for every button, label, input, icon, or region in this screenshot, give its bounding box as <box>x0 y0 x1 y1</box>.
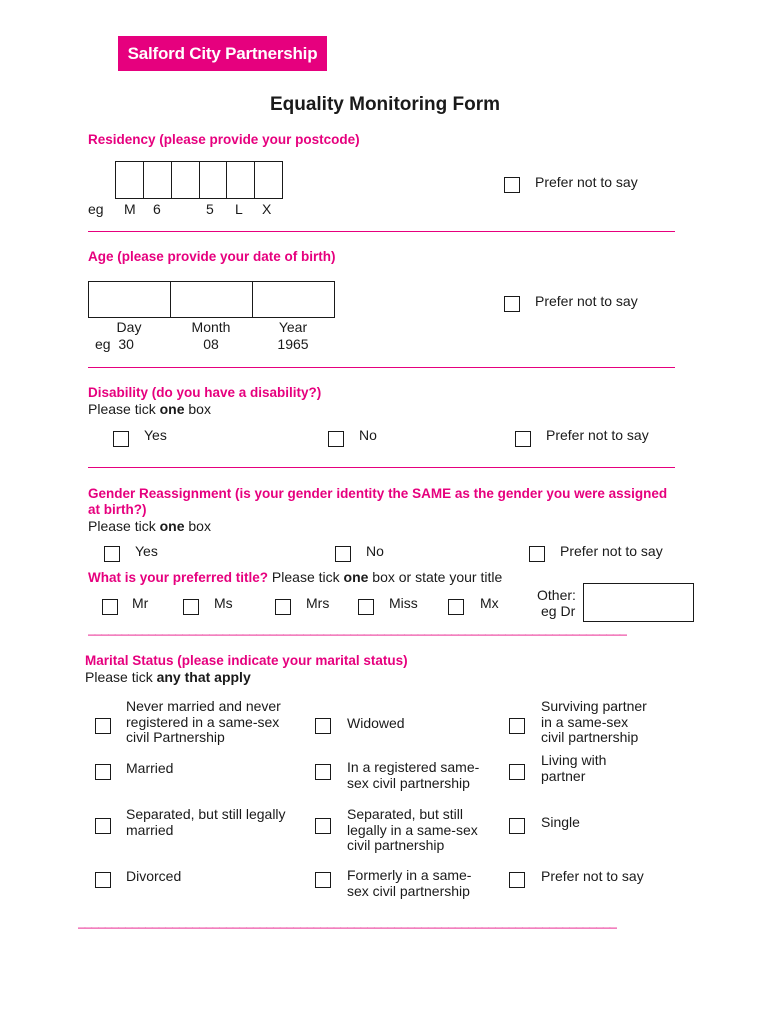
marital-widowed-checkbox[interactable] <box>315 718 331 734</box>
title-mx-checkbox[interactable] <box>448 599 464 615</box>
divider <box>88 231 675 232</box>
month-label: Month <box>191 319 231 335</box>
gender-prefer-label: Prefer not to say <box>560 543 663 559</box>
title-mrs-label: Mrs <box>306 595 330 611</box>
disability-no-checkbox[interactable] <box>328 431 344 447</box>
disability-prefer-label: Prefer not to say <box>546 427 649 443</box>
gender-no-checkbox[interactable] <box>335 546 351 562</box>
marital-never-married-checkbox[interactable] <box>95 718 111 734</box>
title-miss-label: Miss <box>389 595 418 611</box>
title-miss-checkbox[interactable] <box>358 599 374 615</box>
day-label: Day <box>116 319 142 335</box>
marital-surviving-partner-label: Surviving partner in a same-sex civil partnership <box>541 698 647 745</box>
gender-heading-line2: at birth?) <box>88 502 147 517</box>
marital-prefer-checkbox[interactable] <box>509 872 525 888</box>
gender-no-label: No <box>366 543 384 559</box>
marital-married-checkbox[interactable] <box>95 764 111 780</box>
age-heading: Age (please provide your date of birth) <box>88 249 336 264</box>
page-title: Equality Monitoring Form <box>269 94 501 115</box>
gender-heading: Gender Reassignment (is your gender identity the SAME as the gender you were assigned <box>88 486 668 501</box>
title-heading: What is your preferred title? <box>88 570 269 585</box>
postcode-example-char: M <box>124 201 136 217</box>
year-example: 1965 <box>277 336 309 352</box>
dashed-divider: ________________________________________________________________________________ <box>78 914 617 929</box>
disability-yes-label: Yes <box>144 427 167 443</box>
divider <box>88 367 675 368</box>
title-mr-label: Mr <box>132 595 149 611</box>
marital-instruction: Please tick any that apply <box>85 669 251 685</box>
disability-yes-checkbox[interactable] <box>113 431 129 447</box>
marital-separated-married-label: Separated, but still legally married <box>126 806 286 838</box>
marital-single-label: Single <box>541 814 580 830</box>
marital-surviving-partner-checkbox[interactable] <box>509 718 525 734</box>
title-question: What is your preferred title? Please tick one box or state your title <box>88 569 503 585</box>
title-other-example: eg Dr <box>541 603 576 619</box>
title-mr-checkbox[interactable] <box>102 599 118 615</box>
age-prefer-label: Prefer not to say <box>535 293 638 309</box>
title-ms-label: Ms <box>214 595 233 611</box>
title-mx-label: Mx <box>480 595 499 611</box>
marital-married-label: Married <box>126 760 174 776</box>
gender-yes-checkbox[interactable] <box>104 546 120 562</box>
postcode-example-char: 5 <box>206 201 214 217</box>
month-example: 08 <box>203 336 219 352</box>
title-other-label: Other: <box>537 587 576 603</box>
title-mrs-checkbox[interactable] <box>275 599 291 615</box>
marital-widowed-label: Widowed <box>347 715 405 731</box>
marital-single-checkbox[interactable] <box>509 818 525 834</box>
marital-divorced-label: Divorced <box>126 868 182 884</box>
divider <box>88 467 675 468</box>
marital-formerly-civil-checkbox[interactable] <box>315 872 331 888</box>
logo-text: Salford City Partnership <box>127 43 318 63</box>
disability-heading: Disability (do you have a disability?) <box>88 385 322 400</box>
marital-registered-civil-label: In a registered same- sex civil partnership <box>347 759 480 791</box>
marital-divorced-checkbox[interactable] <box>95 872 111 888</box>
postcode-example-char: 6 <box>153 201 161 217</box>
marital-separated-civil-label: Separated, but still legally in a same-sex civil partnership <box>347 806 478 853</box>
marital-separated-married-checkbox[interactable] <box>95 818 111 834</box>
marital-separated-civil-checkbox[interactable] <box>315 818 331 834</box>
disability-no-label: No <box>359 427 377 443</box>
marital-formerly-civil-label: Formerly in a same- sex civil partnership <box>347 867 472 899</box>
marital-heading: Marital Status (please indicate your marital status) <box>85 653 408 668</box>
postcode-example-char: X <box>262 201 272 217</box>
postcode-eg-label: eg <box>88 201 104 217</box>
gender-yes-label: Yes <box>135 543 158 559</box>
dob-input[interactable] <box>88 281 335 318</box>
residency-heading: Residency (please provide your postcode) <box>88 132 360 147</box>
postcode-input[interactable] <box>115 161 283 199</box>
day-example: eg 30 <box>95 336 134 352</box>
marital-registered-civil-checkbox[interactable] <box>315 764 331 780</box>
residency-prefer-label: Prefer not to say <box>535 174 638 190</box>
dashed-divider: ________________________________________________________________________________ <box>88 621 627 636</box>
marital-living-with-partner-checkbox[interactable] <box>509 764 525 780</box>
marital-prefer-label: Prefer not to say <box>541 868 644 884</box>
gender-instruction: Please tick one box <box>88 518 211 534</box>
year-label: Year <box>278 319 308 335</box>
title-other-input[interactable] <box>583 583 694 622</box>
salford-logo <box>118 36 327 71</box>
disability-instruction: Please tick one box <box>88 401 211 417</box>
disability-prefer-checkbox[interactable] <box>515 431 531 447</box>
marital-living-with-partner-label: Living with partner <box>541 752 607 784</box>
title-ms-checkbox[interactable] <box>183 599 199 615</box>
age-prefer-checkbox[interactable] <box>504 296 520 312</box>
residency-prefer-checkbox[interactable] <box>504 177 520 193</box>
marital-never-married-label: Never married and never registered in a same-sex civil Partnership <box>126 698 281 745</box>
gender-prefer-checkbox[interactable] <box>529 546 545 562</box>
postcode-example-char: L <box>235 201 243 217</box>
